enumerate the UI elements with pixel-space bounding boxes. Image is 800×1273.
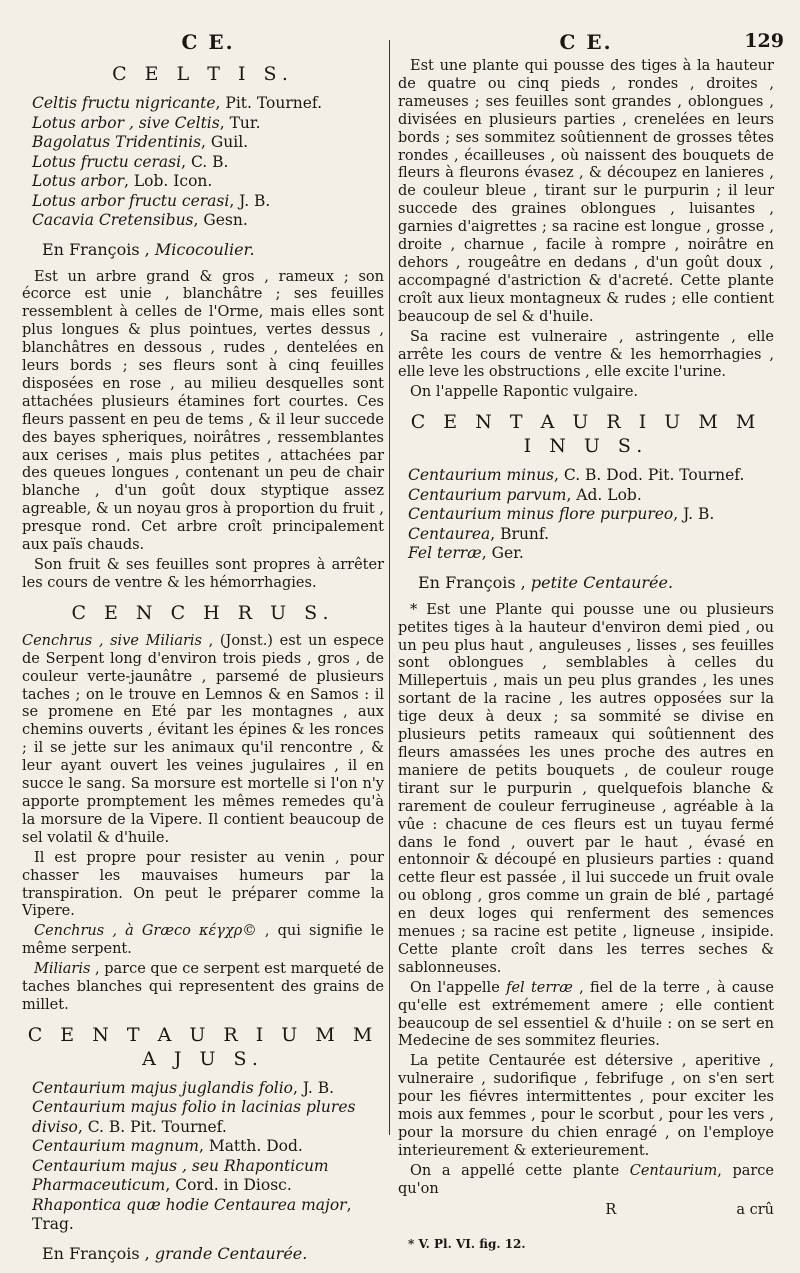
column-divider (389, 40, 390, 1135)
entry-heading-celtis: C E L T I S. (112, 63, 294, 85)
synonym-line: Centaurium parvum, Ad. Lob. (408, 485, 642, 504)
synonym-line: Celtis fructu nigricante, Pit. Tournef. (32, 94, 322, 112)
synonym-line: Centaurium minus flore purpureo, J. B. (408, 505, 715, 524)
paragraph: * Est une Plante qui pousse une ou plusieurs petites tiges à la hauteur d'environ demi pied , ou un peu plus haut , anguleuses , lisses , ses feuilles sont oblongues , semblables à celles du Millepertuis , mais un peu plus grandes , les unes sortant de la racine , les autres opposées sur la tige deux à deux ; sa sommité se divise en plusieurs petits rameaux qui soûtiennent des fleurs amassées les unes proche des autres en maniere de petits bouquets , de couleur rouge tirant sur le purpurin , quelquefois blanche & rarement de couleur ferrugineuse , agréable à la vûe : chacune de ces fleurs est un tuyau fermé dans le fond , ouvert par le haut , évasé en entonnoir & découpé en plusieurs parties : quand cette fleur est passée , il lui succede un fruit ovale ou oblong , gros comme un grain de blé , partagé en deux loges qui renferment des semences menues ; sa racine est petite , ligneuse , insipide. Cette plante croît dans les terres seches & sablonneuses. (398, 601, 774, 976)
synonym-line: Centaurium majus folio in lacinias plures diviso, C. B. Pit. Tournef. (32, 1098, 356, 1136)
french-name-centaurium-minus: En François , petite Centaurée. (418, 572, 674, 592)
synonym-list-celtis (22, 94, 384, 231)
paragraph: La petite Centaurée est détersive , aperitive , vulneraire , sudorifique , febrifuge , on s'en sert pour les fiévres intermittentes , pour exciter les mois aux femmes , pour le scorbut , pour les vers , pour la morsure du chien enragé , on l'employe interieurement & exterieurement. (398, 1053, 774, 1159)
synonym-line: Centaurium majus juglandis folio, J. B. (32, 1078, 335, 1097)
synonym-list-centaurium-majus (22, 1079, 384, 1235)
paragraph: Son fruit & ses feuilles sont propres à arrêter les cours de ventre & les hémorrhagies. (22, 557, 384, 591)
entry-heading-centaurium-minus: C E N T A U R I U M M I N U S. (410, 411, 762, 458)
running-head-right: C E. (559, 30, 613, 54)
french-name-centaurium-majus: En François , grande Centaurée. (42, 1243, 308, 1263)
paragraph: Sa racine est vulneraire , astringente , elle arrête les cours de ventre & les hemorrhagies , elle leve les obstructions , elle excite l'urine. (398, 328, 774, 381)
synonym-line: Centaurium magnum, Matth. Dod. (32, 1137, 303, 1156)
entry-heading-cenchrus: C E N C H R U S. (71, 601, 335, 624)
synonym-line: Centaurium majus , seu Rhaponticum Pharmaceuticum, Cord. in Diosc. (32, 1156, 329, 1195)
synonym-line: Bagolatus Tridentinis, Guil. (32, 133, 249, 151)
paragraph: On l'appelle Rapontic vulgaire. (410, 384, 639, 401)
synonym-line: Cacavia Cretensibus, Gesn. (32, 211, 248, 229)
synonym-line: Centaurium minus, C. B. Dod. Pit. Tournef. (408, 466, 745, 485)
synonym-line: Fel terræ, Ger. (408, 544, 524, 563)
paragraph: Cenchrus , à Græco κέγχρ© , qui signifie le même serpent. (22, 923, 384, 958)
paragraph: On l'appelle fel terræ , fiel de la terre , à cause qu'elle est extrémement amere ; elle contient beaucoup de sel essentiel & d'huile : on se sert en Medecine de ses sommitez fleuries. (398, 979, 775, 1050)
signature-and-catchword (398, 1201, 774, 1219)
paragraph: Est un arbre grand & gros , rameux ; son écorce est unie , blanchâtre ; ses feuilles ressemblent à celles de l'Orme, mais elles sont plus longues & plus pointues, vertes dessus , blanchâtres en dessous , rudes , dentelées en leurs bords ; ses fleurs sont à cinq feuilles disposées en rose , au milieu desquelles sont attachées plusieurs étamines fort courtes. Ces fleurs passent en peu de tems , & il leur succede des bayes spheriques, noirâtres , ressemblantes aux cerises , mais plus petites , attachées par des queues longues , contenant un peu de chair blanche , d'un goût doux styptique assez agreable, & un noyau gros à proportion du fruit , presque rond. Cet arbre croît principalement aux païs chauds. (22, 268, 384, 554)
paragraph: Il est propre pour resister au venin , pour chasser les mauvaises humeurs par la transpiration. On peut le préparer comme la Vipere. (22, 849, 384, 920)
paragraph: Cenchrus , sive Miliaris , (Jonst.) est un espece de Serpent long d'environ trois pieds , gros , de couleur verte-jaunâtre , parsemé de plusieurs taches ; on le trouve en Lemnos & en Samos : il se promene en Eté par les montagnes , aux chemins ouverts , évitant les épines & les ronces ; il se jette sur les animaux qu'il rencontre , & leur ayant ouvert les veines jugulaires , il en succe le sang. Sa morsure est mortelle si l'on n'y apporte promptement les mêmes remedes qu'à la morsure de la Vipere. Il contient beaucoup de sel volatil & d'huile. (22, 632, 385, 846)
page-number: 129 (744, 30, 784, 52)
running-head-left: C E. (181, 30, 235, 54)
synonym-line: Rhapontica quæ hodie Centaurea major, Trag. (32, 1195, 352, 1234)
synonym-line: Lotus fructu cerasi, C. B. (32, 152, 229, 171)
entry-heading-centaurium-majus: C E N T A U R I U M M A J U S. (27, 1023, 379, 1070)
left-column (22, 30, 384, 1273)
synonym-line: Lotus arbor , sive Celtis, Tur. (32, 113, 261, 132)
synonym-line: Lotus arbor, Lob. Icon. (32, 172, 213, 190)
synonym-line: Centaurea, Brunf. (408, 524, 550, 543)
footnote: * V. Pl. VI. fig. 12. (408, 1236, 526, 1251)
signature-mark: R (605, 1201, 617, 1218)
catchword: a crû (736, 1201, 774, 1218)
french-name-celtis: En François , Micocoulier. (42, 239, 255, 259)
right-column (398, 30, 784, 1251)
synonym-line: Lotus arbor fructu cerasi, J. B. (32, 191, 271, 210)
paragraph: Est une plante qui pousse des tiges à la hauteur de quatre ou cinq pieds , rondes , droites , rameuses ; ses feuilles sont grandes , oblongues , divisées en plusieurs parties , crenelées en leurs bords ; ses sommitez soûtiennent de grosses têtes rondes , écailleuses , où naissent des bouquets de fleurs à fleurons évasez , & découpez en lanieres , de couleur bleue , tirant sur le purpurin ; il leur succede des graines oblongues , luisantes , garnies d'aigrettes ; sa racine est longue , grosse , droite , charnue , facile à rompre , noirâtre en dehors , rougeâtre en dedans , d'un goût doux , accompagné d'astriction & d'acreté. Cette plante croît aux lieux montagneux & rudes ; elle contient beaucoup de sel & d'huile. (398, 58, 774, 325)
synonym-list-centaurium-minus (398, 466, 774, 564)
paragraph: Miliaris , parce que ce serpent est marqueté de taches blanches qui representent des grains de millet. (22, 961, 384, 1013)
paragraph: On a appellé cette plante Centaurium, parce qu'on (398, 1162, 774, 1197)
